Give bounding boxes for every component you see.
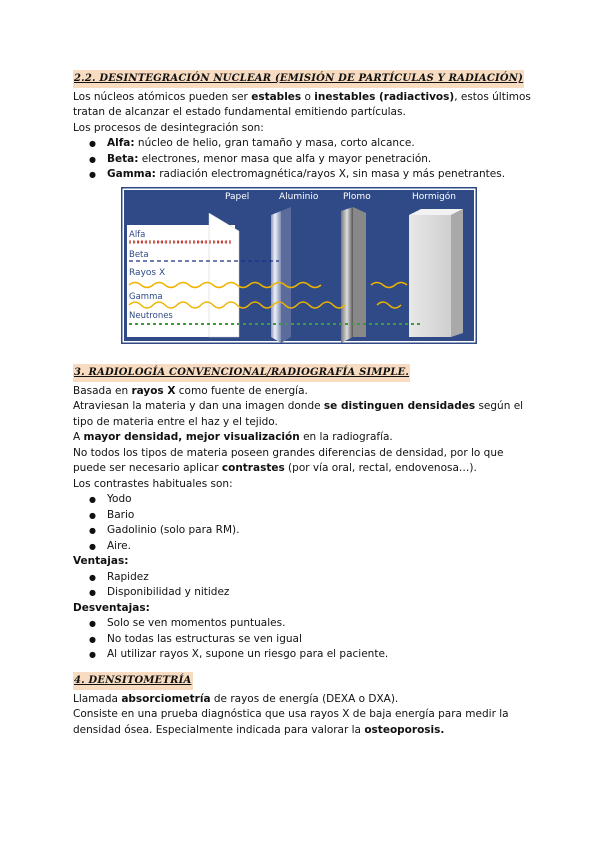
- text: No todos los tipos de materia poseen grandes diferencias de densidad, por lo que puede ser necesario aplicar: [73, 446, 504, 474]
- paragraph: [73, 430, 533, 446]
- material-label-hormigon: Hormigón: [412, 192, 457, 202]
- ray-label-beta: Beta: [129, 250, 149, 260]
- list-text: núcleo de helio, gran tamaño y masa, corto alcance.: [134, 137, 415, 149]
- list-term: Alfa:: [107, 137, 135, 149]
- bold-text: contrastes: [221, 462, 285, 474]
- material-label-plomo: Plomo: [343, 192, 371, 202]
- radiation-penetration-diagram: [121, 187, 477, 344]
- text: Consiste en una prueba diagnóstica que usa rayos X de baja energía para medir la densidad ósea. Especialmente indicada para valorar la: [73, 708, 509, 736]
- list-item: [107, 152, 533, 168]
- material-label-aluminio: Aluminio: [279, 192, 319, 202]
- list-item: ● Disponibilidad y nitidez: [107, 585, 533, 601]
- text: según el tipo de materia entre el haz y el tejido.: [73, 400, 524, 428]
- list-item: [107, 136, 533, 152]
- paragraph: Los contrastes habituales son:: [73, 477, 233, 490]
- section-densitometria: [73, 672, 533, 738]
- bold-text: estables: [251, 90, 302, 103]
- ray-label-rayos-x: Rayos X: [129, 268, 166, 278]
- text: o: [301, 90, 315, 103]
- ray-label-neutrones: Neutrones: [129, 311, 173, 321]
- hormigon-side: [451, 209, 463, 337]
- bold-text: osteoporosis.: [364, 723, 445, 736]
- list-term: Beta:: [107, 152, 139, 165]
- list-item: ● Rapidez: [107, 570, 533, 586]
- text: A: [73, 431, 84, 443]
- paragraph: [73, 384, 533, 400]
- papel-sheet: [209, 213, 239, 337]
- list-item: ● No todas las estructuras se ven igual: [107, 632, 533, 648]
- desventajas-label: Desventajas:: [73, 601, 150, 614]
- text: Basada en: [73, 384, 132, 397]
- list-ventajas: [73, 570, 533, 601]
- list-text: electrones, menor masa que alfa y mayor penetración.: [138, 152, 432, 165]
- section-desintegracion: [73, 70, 533, 183]
- list-item: ● Al utilizar rayos X, supone un riesgo para el paciente.: [107, 647, 533, 663]
- list-desventajas: [73, 616, 533, 663]
- hormigon-block: [409, 215, 451, 337]
- text: en la radiografía.: [299, 431, 393, 443]
- bold-text: inestables (radiactivos): [314, 90, 455, 103]
- plomo-edge: [353, 207, 366, 337]
- section-heading-2-2: 2.2. DESINTEGRACIÓN NUCLEAR (EMISIÓN DE PARTÍCULAS Y RADIACIÓN): [73, 70, 524, 88]
- text: Los núcleos atómicos pueden ser: [73, 90, 252, 103]
- text: Atraviesan la materia y dan una imagen donde: [73, 400, 324, 412]
- ray-label-alfa: Alfa: [129, 230, 146, 240]
- list-item: ● Yodo: [107, 492, 533, 508]
- paragraph: [73, 692, 533, 708]
- aluminio-edge: [281, 207, 291, 343]
- list-contrastes: [73, 492, 533, 554]
- paragraph: [73, 707, 533, 738]
- paragraph: [73, 399, 533, 430]
- list-item: ● Bario: [107, 508, 533, 524]
- paragraph: [73, 446, 533, 477]
- ray-label-gamma: Gamma: [129, 292, 163, 302]
- material-label-papel: Papel: [225, 192, 250, 202]
- list-item: ● Gadolinio (solo para RM).: [107, 523, 533, 539]
- list-term: Gamma:: [107, 168, 156, 180]
- bold-text: mayor densidad, mejor visualización: [83, 431, 300, 443]
- ventajas-label: Ventajas:: [73, 555, 129, 567]
- plomo-plate: [341, 207, 353, 343]
- paragraph-nucleos: [73, 90, 533, 121]
- section-heading-4: 4. DENSITOMETRÍA: [73, 672, 193, 690]
- paragraph-procesos: Los procesos de desintegración son:: [73, 121, 264, 134]
- text: de rayos de energía (DEXA o DXA).: [210, 692, 399, 705]
- list-item: [107, 167, 533, 183]
- bold-text: rayos X: [131, 384, 176, 397]
- text: Llamada: [73, 692, 122, 705]
- list-item: ● Solo se ven momentos puntuales.: [107, 616, 533, 632]
- text: (por vía oral, rectal, endovenosa…).: [284, 462, 477, 474]
- list-text: radiación electromagnética/rayos X, sin masa y más penetrantes.: [155, 168, 506, 180]
- bold-text: se distinguen densidades: [323, 400, 476, 412]
- text: como fuente de energía.: [175, 384, 308, 397]
- section-radiologia: [73, 364, 533, 663]
- section-heading-3: 3. RADIOLOGÍA CONVENCIONAL/RADIOGRAFÍA SIMPLE.: [73, 364, 410, 382]
- list-procesos: [73, 136, 533, 183]
- list-item: ● Aire.: [107, 539, 533, 555]
- bold-text: absorciometría: [121, 692, 211, 705]
- text: , estos últimos tratan de alcanzar el estado fundamental emitiendo partículas.: [73, 90, 531, 118]
